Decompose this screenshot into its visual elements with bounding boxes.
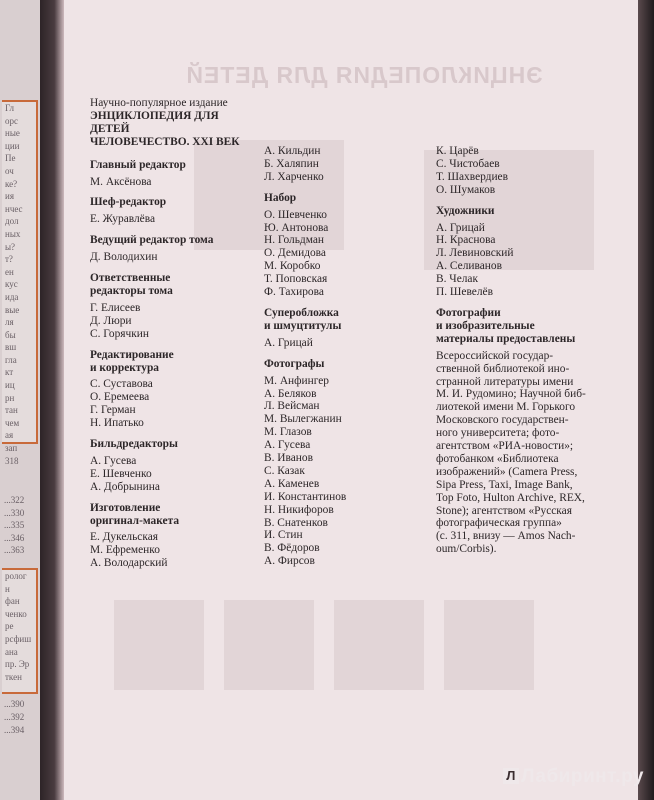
person-name: Н. Гольдман: [264, 234, 325, 247]
person-name: Т. Шахвердиев: [436, 170, 508, 183]
left-page-fragment: нчес: [5, 203, 23, 214]
left-page-fragment: ая: [5, 430, 14, 441]
left-page-fragment: бы: [5, 329, 16, 340]
heading-line: Изготовление: [90, 501, 161, 514]
heading-line: и корректура: [90, 361, 159, 374]
heading-line: редакторы тома: [90, 284, 173, 297]
credits-line: (с. 311, внизу — Amos Nach-: [436, 530, 576, 543]
person-name: Н. Ипатько: [90, 417, 144, 430]
left-page-fragment: ткен: [5, 671, 22, 682]
credits-line: ственной библиотекой ино-: [436, 362, 570, 375]
person-name: И. Стин: [264, 529, 303, 542]
credit-section: [90, 196, 255, 226]
section-heading: [90, 349, 255, 375]
heading-line: Главный редактор: [90, 158, 186, 171]
ghost-title-showthrough: ЭНЦИКЛОПЕДИЯ ДЛЯ ДЕТЕЙ: [185, 62, 543, 88]
ghost-image: [224, 600, 314, 690]
person-name: А. Фирсов: [264, 555, 315, 568]
person-name: М. Аксёнова: [90, 175, 152, 188]
left-page-fragment: рн: [5, 392, 15, 403]
credit-section: [436, 307, 608, 346]
left-page-box-lower: [2, 568, 38, 694]
person-name: А. Грицай: [436, 221, 485, 234]
person-name: М. Глазов: [264, 426, 312, 439]
heading-line: Шеф-редактор: [90, 196, 167, 209]
person-name: В. Снатенков: [264, 516, 328, 529]
left-page-fragment: вые: [5, 304, 20, 315]
left-page-number: ...346: [4, 532, 25, 543]
left-page-fragment: фан: [5, 596, 20, 607]
section-heading: [436, 307, 608, 346]
person-name: Г. Елисеев: [90, 301, 141, 314]
credits-line: Московского государствен-: [436, 414, 569, 427]
left-page-fragment: оч: [5, 165, 14, 176]
person-name: С. Суставова: [90, 378, 153, 391]
section-heading: [264, 307, 429, 333]
left-page-fragment: ке?: [5, 178, 18, 189]
heading-line: Фотографы: [264, 357, 325, 370]
credit-section: [90, 349, 255, 430]
left-page-fragment: чем: [5, 417, 20, 428]
credit-section: [264, 307, 429, 350]
person-name: А. Кильдин: [264, 145, 321, 157]
book-title-line2: ЧЕЛОВЕЧЕСТВО. XXI ВЕК: [90, 135, 240, 148]
heading-line: Ведущий редактор тома: [90, 234, 214, 247]
heading-line: и шмуцтитулы: [264, 319, 342, 332]
left-page-strip: [0, 0, 42, 800]
left-page-fragment: Гл: [5, 103, 15, 113]
column-3-continued-names: [436, 145, 608, 197]
credits-line: Top Foto, Hulton Archive, REX,: [436, 491, 585, 504]
person-name: Т. Поповская: [264, 273, 328, 286]
section-heading: [436, 205, 608, 218]
person-name: О. Еремеева: [90, 391, 150, 404]
person-name: Л. Левиновский: [436, 247, 514, 260]
column-2-sections: [264, 192, 429, 568]
person-name: Л. Вейсман: [264, 400, 320, 413]
left-page-fragment: ные: [5, 128, 20, 139]
left-page-fragment: рсфиш: [5, 633, 32, 644]
left-page-number: ...335: [4, 520, 25, 530]
left-page-fragment: пр. Эр: [5, 659, 30, 670]
left-page-fragment: вш: [5, 342, 17, 353]
left-page-fragment: ен: [5, 266, 14, 277]
person-name: Ф. Тахирова: [264, 286, 324, 299]
person-name: И. Константинов: [264, 490, 347, 503]
section-heading: [90, 196, 255, 209]
heading-line: и изобразительные: [436, 319, 535, 332]
column-1: [90, 97, 255, 578]
column-3-sections: [436, 205, 608, 346]
person-name: М. Ефременко: [90, 544, 160, 557]
person-name: А. Добрынина: [90, 480, 160, 493]
heading-line: оригинал-макета: [90, 514, 180, 527]
credits-line: фотобанком «Библиотека: [436, 452, 559, 465]
person-name: С. Казак: [264, 464, 305, 477]
person-name: Б. Халяпин: [264, 157, 319, 170]
left-page-fragment: т?: [5, 254, 13, 265]
left-page-fragment: ы?: [5, 241, 16, 252]
credits-line: Всероссийской государ-: [436, 349, 554, 362]
column-1-sections: [90, 159, 255, 571]
heading-line: Редактирование: [90, 348, 174, 361]
watermark-text: Лабиринт.ру: [521, 766, 644, 787]
section-heading: [90, 502, 255, 528]
person-name: Н. Никифоров: [264, 503, 334, 516]
credits-line: Stone); агентством «Русская: [436, 504, 572, 517]
person-name: П. Шевелёв: [436, 286, 493, 299]
ghost-image: [444, 600, 534, 690]
person-name: В. Челак: [436, 273, 479, 286]
left-page-fragment: ных: [5, 228, 21, 239]
left-page-fragment: орс: [5, 115, 18, 126]
person-name: С. Горячкин: [90, 327, 149, 340]
person-name: Н. Краснова: [436, 234, 496, 247]
section-heading: [264, 358, 429, 371]
person-name: Ю. Антонова: [264, 221, 329, 234]
heading-line: материалы предоставлены: [436, 332, 576, 345]
credit-section: [436, 205, 608, 299]
labirint-logo-icon: Л: [503, 768, 519, 784]
credit-section: [90, 272, 255, 341]
publication-type: Научно-популярное издание: [90, 97, 228, 109]
left-page-fragment: ля: [5, 317, 14, 328]
ghost-image: [114, 600, 204, 690]
section-heading: [264, 192, 429, 205]
left-page-number: ...394: [4, 725, 25, 735]
person-name: Д. Володихин: [90, 251, 158, 264]
left-page-fragment: кт: [5, 367, 14, 378]
heading-line: Бильдредакторы: [90, 438, 178, 451]
person-name: М. Анфингер: [264, 374, 329, 387]
person-name: Е. Журавлёва: [90, 213, 156, 226]
credits-line: oum/Corbis).: [436, 543, 497, 556]
left-page-number: ...330: [4, 507, 25, 518]
left-page-fragment: дол: [5, 216, 19, 227]
person-name: Д. Люри: [90, 314, 132, 327]
intro: [90, 97, 255, 149]
credits-paragraph: [436, 350, 608, 557]
person-name: А. Грицай: [264, 336, 313, 349]
book-title-line1: ЭНЦИКЛОПЕДИЯ ДЛЯ ДЕТЕЙ: [90, 109, 219, 135]
heading-line: Ответственные: [90, 272, 171, 285]
credits-line: фотографическая группа»: [436, 517, 562, 530]
left-page-fragment: гла: [5, 354, 17, 365]
credits-line: агентством «РИА-новости»;: [436, 440, 574, 453]
credit-section: [90, 234, 255, 264]
credits-line: странной литературы имени: [436, 375, 574, 388]
person-name: О. Шевченко: [264, 208, 327, 221]
column-3: [436, 145, 608, 556]
left-page-fragment: иц: [5, 380, 15, 391]
section-heading: [90, 272, 255, 298]
left-page-number: ...392: [4, 712, 25, 722]
left-page-fragment: ре: [5, 621, 14, 632]
column-2-continued-names: [264, 145, 429, 184]
person-name: А. Селиванов: [436, 260, 502, 273]
section-heading: [90, 159, 255, 172]
section-heading: [90, 438, 255, 451]
person-name: В. Иванов: [264, 452, 313, 465]
watermark: [503, 766, 644, 788]
person-name: О. Шумаков: [436, 183, 496, 196]
left-page-box-upper: [2, 100, 38, 466]
credit-section: [264, 192, 429, 299]
left-page-fragment: 318: [5, 455, 19, 466]
person-name: Л. Харченко: [264, 170, 324, 183]
heading-line: Суперобложка: [264, 306, 339, 319]
book-spine: [40, 0, 64, 800]
left-page-fragment: ченко: [5, 608, 27, 619]
left-page-fragment: ана: [5, 646, 18, 657]
left-page-fragment: ции: [5, 140, 20, 151]
left-page-fragment: ролог: [5, 571, 27, 581]
left-page-fragment: тан: [5, 405, 18, 416]
left-page-fragment: ия: [5, 191, 14, 202]
left-page-number: ...363: [4, 545, 25, 555]
left-page-fragment: н: [5, 583, 10, 594]
ghost-image: [334, 600, 424, 690]
section-heading: [90, 234, 255, 247]
person-name: М. Коробко: [264, 260, 321, 273]
person-name: К. Царёв: [436, 145, 479, 157]
heading-line: Набор: [264, 191, 297, 204]
left-page-fragment: кус: [5, 279, 18, 290]
credit-section: [90, 438, 255, 494]
credits-line: М. И. Рудомино; Научной биб-: [436, 388, 586, 401]
person-name: В. Фёдоров: [264, 542, 320, 555]
credits-line: ного университета; фото-: [436, 427, 560, 440]
left-page-fragment: ида: [5, 291, 19, 302]
credit-section: [264, 358, 429, 569]
heading-line: Фотографии: [436, 306, 501, 319]
person-name: Е. Шевченко: [90, 467, 152, 480]
credits-line: Sipa Press, Taxi, Image Bank,: [436, 478, 573, 491]
person-name: О. Демидова: [264, 247, 326, 260]
person-name: А. Гусева: [90, 454, 137, 467]
credits-line: лиотекой имени М. Горького: [436, 401, 576, 414]
person-name: А. Беляков: [264, 387, 317, 400]
person-name: Е. Дукельская: [90, 531, 159, 544]
person-name: А. Каменев: [264, 477, 320, 490]
person-name: А. Володарский: [90, 557, 168, 570]
person-name: А. Гусева: [264, 439, 311, 452]
left-page-number: ...390: [4, 699, 25, 709]
column-2: [264, 145, 429, 576]
heading-line: Художники: [436, 204, 495, 217]
credits-line: изображений» (Camera Press,: [436, 465, 578, 478]
person-name: С. Чистобаев: [436, 157, 500, 170]
person-name: Г. Герман: [90, 404, 136, 417]
credit-section: [90, 159, 255, 189]
page-edge: [638, 0, 654, 800]
left-page-fragment: Пе: [5, 153, 16, 164]
credit-section: [90, 502, 255, 571]
left-page-fragment: зап: [5, 443, 18, 454]
person-name: М. Вылегжанин: [264, 413, 342, 426]
left-page-number: ...322: [4, 495, 25, 505]
